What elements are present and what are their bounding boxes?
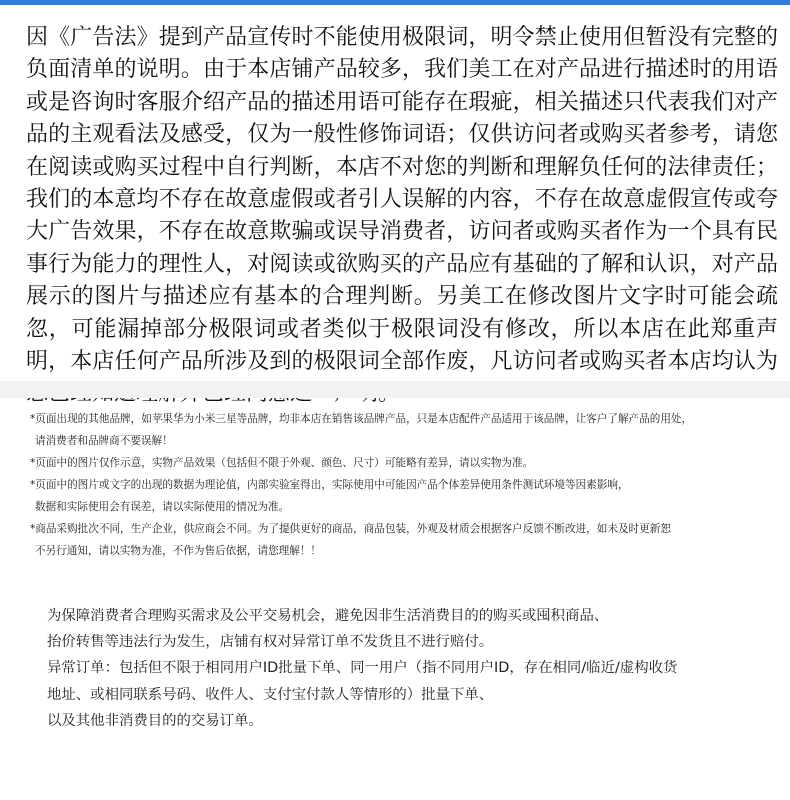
- policy-line-1: 为保障消费者合理购买需求及公平交易机会，避免因非生活消费目的的购买或囤积商品、: [47, 608, 609, 624]
- policy-line-3: 异常订单：包括但不限于相同用户ID批量下单、同一用户（指不同用户ID，存在相同/临近/虚构收货: [47, 660, 678, 677]
- note-batch-line2: 不另行通知，请以实物为准，不作为售后依据，请您理解！！: [35, 545, 322, 557]
- note-image: [30, 452, 785, 474]
- note-brand-line2: 请消费者和品牌商不要误解！: [35, 435, 173, 447]
- policy-line-4: 地址、或相同联系号码、收件人、支付宝付款人等情形的）批量下单、: [47, 686, 494, 703]
- policy-line-2: 抬价转售等违法行为发生，店铺有权对异常订单不发货且不进行赔付。: [47, 634, 494, 651]
- note-data-line2: 数据和实际使用会有误差，请以实际使用的情况为准。: [35, 501, 290, 513]
- top-accent-bar: [0, 0, 790, 5]
- product-notes: [30, 408, 785, 562]
- policy-line-5: 以及其他非消费目的的交易订单。: [47, 712, 263, 729]
- note-brand: [30, 408, 785, 452]
- note-data-line1: *页面中的图片或文字的出现的数据为理论值，内部实验室得出，实际使用中可能因产品个体差异使用条件测试环境等因素影响，: [30, 479, 629, 491]
- note-data: [30, 474, 785, 518]
- extreme-words-disclaimer: 因《广告法》提到产品宣传时不能使用极限词，明令禁止使用但暂没有完整的负面清单的说明。由于本店铺产品较多，我们美工在对产品进行描述时的用语或是咨询时客服介绍产品的描述用语可能存在瑕疵，相关描述只代表我们对产品的主观看法及感受，仅为一般性修饰词语；仅供访问者或购买者参考，请您在阅读或购买过程中自行判断，本店不对您的判断和理解负任何的法律责任；我们的本意均不存在故意虚假或者引人误解的内容，不存在故意虚假宣传或夸大广告效果，不存在故意欺骗或误导消费者，访问者或购买者作为一个具有民事行为能力的理性人，对阅读或欲购买的产品应有基础的了解和认识，对产品展示的图片与描述应有基本的合理判断。另美工在修改图片文字时可能会疏忽，可能漏掉部分极限词或者类似于极限词没有修改，所以本店在此郑重声明，本店任何产品所涉及到的极限词全部作废，凡访问者或购买者本店均认为: [26, 25, 778, 375]
- note-batch-line1: *商品采购批次不同，生产企业，供应商会不同。为了提供更好的商品，商品包装，外观及材质会根据客户反馈不断改进，如未及时更新恕: [30, 523, 671, 535]
- abnormal-order-policy: [47, 603, 787, 734]
- note-batch: [30, 518, 785, 562]
- section-divider: [0, 381, 790, 398]
- note-brand-line1: *页面出现的其他品牌，如苹果华为小米三星等品牌，均非本店在销售该品牌产品，只是本店配件产品适用于该品牌，让客户了解产品的用处，: [30, 413, 693, 425]
- note-image-line1: *页面中的图片仅作示意，实物产品效果（包括但不限于外观、颜色、尺寸）可能略有差异，请以实物为准。: [30, 457, 534, 469]
